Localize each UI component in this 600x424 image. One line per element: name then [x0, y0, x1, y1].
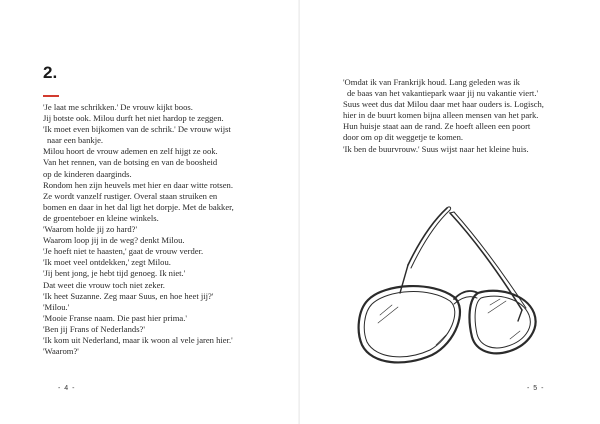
text-line: 'Ben jij Frans of Nederlands?' — [43, 323, 145, 334]
page-number-left: - 4 - — [58, 385, 76, 392]
text-line: 'Ik heet Suzanne. Zeg maar Suus, en hoe heet jij?' — [43, 290, 214, 301]
text-line: Jij botste ook. Milou durft het niet hardop te zeggen. — [43, 113, 224, 124]
left-body-text — [43, 102, 234, 357]
text-line: 'Je laat me schrikken.' De vrouw kijkt boos. — [43, 102, 193, 112]
text-line: 'Ik ben de buurvrouw.' Suus wijst naar het kleine huis. — [343, 143, 529, 154]
text-line: 'Jij bent jong, je hebt tijd genoeg. Ik niet.' — [43, 268, 186, 279]
text-line: 'Je hoeft niet te haasten,' gaat de vrouw verder. — [43, 246, 204, 257]
text-line: Milou hoort de vrouw ademen en zelf hijgt ze ook. — [43, 146, 218, 157]
text-line: de baas van het vakantiepark waar jij nu vakantie viert.' — [347, 88, 539, 99]
text-line: hier in de buurt komen bijna alleen mensen van het park. — [343, 110, 539, 121]
text-line: Suus weet dus dat Milou daar met haar ouders is. Logisch, — [343, 99, 544, 110]
text-line: Hun huisje staat aan de rand. Ze hoeft alleen een poort — [343, 121, 531, 132]
text-line: 'Ik moet even bijkomen van de schrik.' De vrouw wijst — [43, 124, 231, 135]
text-line: 'Milou.' — [43, 301, 70, 312]
chapter-number: 2. — [43, 63, 58, 82]
text-line: 'Omdat ik van Frankrijk houd. Lang geleden was ik — [343, 77, 520, 87]
text-line: Rondom hen zijn heuvels met hier en daar witte rotsen. — [43, 179, 233, 190]
text-line: 'Ik kom uit Nederland, maar ik woon al vele jaren hier.' — [43, 334, 233, 345]
text-line: naar een bankje. — [47, 135, 104, 146]
text-line: 'Ik moet veel ontdekken,' zegt Milou. — [43, 257, 171, 268]
text-line: door om op dit weggetje te komen. — [343, 132, 464, 143]
right-body-text — [343, 77, 544, 155]
text-line: Ze wordt vanzelf rustiger. Overal staan struiken en — [43, 190, 218, 201]
chapter-accent-rule — [43, 95, 59, 97]
text-line: Van het rennen, van de botsing en van de boosheid — [43, 157, 218, 168]
text-line: de groenteboer en kleine winkels. — [43, 212, 159, 223]
right-page — [300, 0, 600, 424]
text-line: 'Waarom holde jij zo hard?' — [43, 224, 138, 235]
page-number-right: - 5 - — [527, 385, 545, 392]
reading-glasses-icon — [350, 205, 550, 380]
text-line: 'Waarom?' — [43, 346, 79, 357]
text-line: Dat weet die vrouw toch niet zeker. — [43, 279, 165, 290]
text-line: op de kinderen daarginds. — [43, 168, 132, 179]
text-line: Waarom loop jij in de weg? denkt Milou. — [43, 235, 185, 246]
text-line: 'Mooie Franse naam. Die past hier prima.' — [43, 312, 187, 323]
text-line: bomen en daar in het dal ligt het dorpje. Met de bakker, — [43, 201, 234, 212]
